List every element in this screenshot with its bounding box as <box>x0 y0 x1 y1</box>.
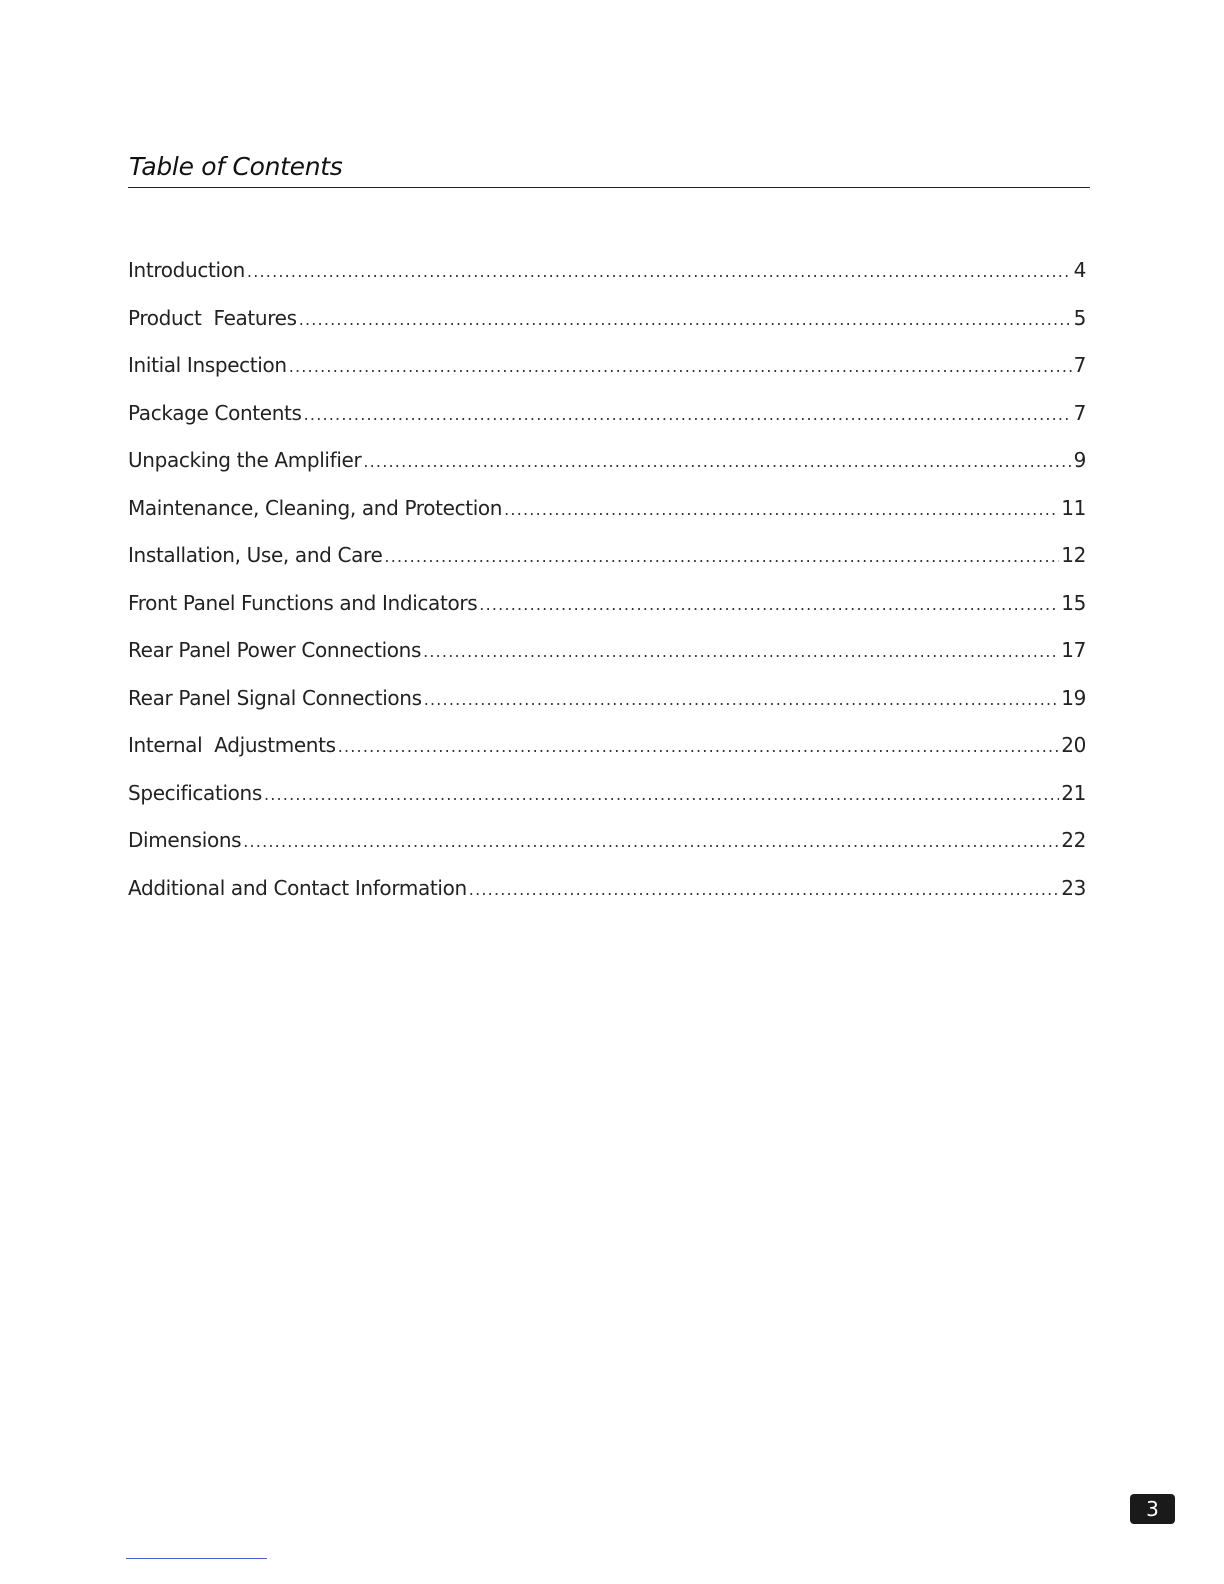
toc-entry-label: Maintenance, Cleaning, and Protection <box>128 495 503 520</box>
toc-entry-label: Introduction <box>128 258 245 282</box>
toc-entry-page: 11 <box>1061 495 1086 520</box>
toc-entry-label: Rear Panel Power Connections <box>128 638 422 662</box>
toc-entry-rear-panel-signal[interactable] <box>128 686 1086 734</box>
dot-leader <box>299 310 1072 329</box>
dot-leader <box>338 737 1060 756</box>
toc-entry-label: Initial Inspection <box>128 353 287 377</box>
toc-entry-package-contents[interactable] <box>128 401 1086 449</box>
toc-entry-label: Additional and Contact Information <box>128 875 467 900</box>
toc-entry-label: Specifications <box>128 780 262 805</box>
dot-leader <box>243 832 1059 851</box>
toc-entry-page: 5 <box>1073 305 1086 330</box>
toc-entry-page: 7 <box>1073 353 1086 377</box>
toc-entry-label: Installation, Use, and Care <box>128 543 383 567</box>
toc-entry-internal-adjustments[interactable] <box>128 733 1086 781</box>
toc-entry-page: 12 <box>1061 543 1086 567</box>
toc-entry-dimensions[interactable] <box>128 828 1086 876</box>
toc-entry-page: 7 <box>1073 400 1086 425</box>
dot-leader <box>384 547 1059 566</box>
page-title: Table of Contents <box>129 152 343 181</box>
toc-entry-label: Dimensions <box>128 828 242 852</box>
toc-entry-contact-information[interactable] <box>128 876 1086 924</box>
toc-entry-page: 4 <box>1073 258 1086 282</box>
toc-entry-front-panel[interactable] <box>128 591 1086 639</box>
dot-leader <box>247 262 1072 281</box>
dot-leader <box>304 405 1072 424</box>
toc-entry-page: 22 <box>1061 828 1086 852</box>
dot-leader <box>479 595 1059 614</box>
toc-entry-label: Package Contents <box>128 400 302 425</box>
toc-entry-label: Unpacking the Amplifier <box>128 448 362 472</box>
dot-leader <box>363 452 1071 471</box>
table-of-contents <box>128 258 1086 923</box>
toc-entry-initial-inspection[interactable] <box>128 353 1086 401</box>
toc-entry-label: Internal Adjustments <box>128 733 336 757</box>
page-number-badge: 3 <box>1130 1494 1175 1524</box>
dot-leader <box>469 880 1059 899</box>
toc-entry-introduction[interactable] <box>128 258 1086 306</box>
toc-entry-page: 9 <box>1073 448 1086 472</box>
toc-entry-page: 15 <box>1061 590 1086 615</box>
toc-entry-maintenance[interactable] <box>128 496 1086 544</box>
dot-leader <box>289 357 1072 376</box>
toc-entry-specifications[interactable] <box>128 781 1086 829</box>
toc-entry-page: 21 <box>1061 780 1086 805</box>
toc-entry-label: Front Panel Functions and Indicators <box>128 590 478 615</box>
dot-leader <box>504 500 1059 519</box>
dot-leader <box>423 642 1059 661</box>
toc-entry-installation[interactable] <box>128 543 1086 591</box>
footer-divider <box>126 1558 267 1559</box>
dot-leader <box>264 785 1059 804</box>
toc-entry-unpacking-the-amplifier[interactable] <box>128 448 1086 496</box>
dot-leader <box>424 690 1060 709</box>
toc-entry-page: 20 <box>1061 733 1086 757</box>
toc-entry-label: Rear Panel Signal Connections <box>128 685 422 710</box>
toc-entry-rear-panel-power[interactable] <box>128 638 1086 686</box>
toc-entry-page: 19 <box>1061 685 1086 710</box>
toc-entry-label: Product Features <box>128 305 297 330</box>
toc-entry-page: 17 <box>1061 638 1086 662</box>
title-divider <box>128 187 1090 188</box>
toc-entry-page: 23 <box>1061 875 1086 900</box>
toc-entry-product-features[interactable] <box>128 306 1086 354</box>
